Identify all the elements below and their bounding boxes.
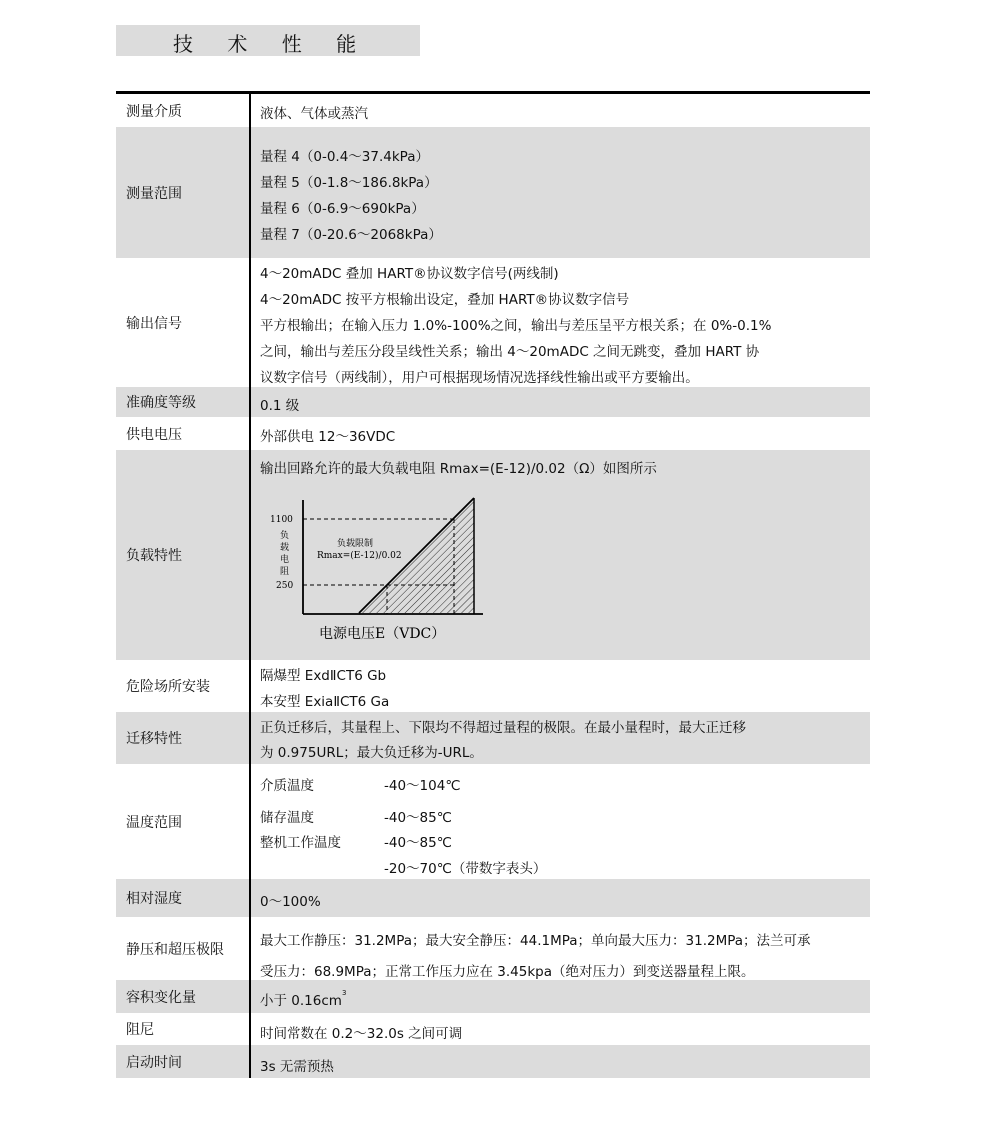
row-range	[116, 127, 870, 258]
output-line: 之间，输出与差压分段呈线性关系；输出 4～20mADC 之间无跳变，叠加 HART 协	[260, 344, 760, 360]
row-label: 测量介质	[126, 103, 182, 120]
row-static	[116, 917, 870, 980]
output-line: 4～20mADC 叠加 HART®协议数字信号(两线制)	[260, 266, 559, 282]
row-accuracy	[116, 387, 870, 417]
row-label: 温度范围	[126, 814, 182, 831]
row-label: 容积变化量	[126, 989, 196, 1006]
output-line: 议数字信号（两线制），用户可根据现场情况选择线性输出或平方要输出。	[260, 370, 699, 386]
section-title: 技 术 性 能	[173, 32, 371, 56]
row-output	[116, 258, 870, 387]
temp-name: 储存温度	[260, 810, 314, 826]
row-label: 输出信号	[126, 315, 182, 332]
temp-value: -40～85℃	[384, 810, 452, 826]
row-value: 外部供电 12～36VDC	[260, 429, 396, 445]
row-value: 输出回路允许的最大负载电阻 Rmax=(E-12)/0.02（Ω）如图所示	[260, 461, 657, 477]
y-axis-char: 阻	[280, 567, 290, 577]
row-label: 危险场所安装	[126, 679, 210, 695]
row-label: 启动时间	[126, 1054, 182, 1071]
row-damping	[116, 1013, 870, 1045]
row-supply	[116, 417, 870, 450]
row-value: 3s 无需预热	[260, 1059, 334, 1075]
migration-line: 正负迁移后，其量程上、下限均不得超过量程的极限。在最小量程时，最大正迁移	[260, 720, 746, 736]
row-humidity	[116, 879, 870, 917]
range-line: 量程 7（0-20.6～2068kPa）	[260, 227, 442, 243]
temp-name: 整机工作温度	[260, 835, 341, 851]
temp-value: -40～85℃	[384, 835, 452, 851]
static-line: 受压力：68.9MPa；正常工作压力应在 3.45kpa（绝对压力）到变送器量程上限。	[260, 964, 755, 980]
row-value: 0～100%	[260, 894, 321, 910]
row-volume	[116, 980, 870, 1013]
table-column-divider	[249, 94, 251, 1078]
row-medium	[116, 94, 870, 127]
row-hazard	[116, 660, 870, 712]
migration-line: 为 0.975URL；最大负迁移为-URL。	[260, 745, 483, 761]
output-line: 4～20mADC 按平方根输出设定，叠加 HART®协议数字信号	[260, 292, 630, 308]
temp-value: -40～104℃	[384, 778, 461, 794]
row-label: 供电电压	[126, 426, 182, 443]
range-line: 量程 4（0-0.4～37.4kPa）	[260, 149, 429, 165]
row-value: 0.1 级	[260, 398, 300, 414]
row-label: 迁移特性	[126, 731, 182, 747]
y-axis-char: 电	[280, 555, 290, 565]
region-formula: Rmax=(E-12)/0.02	[317, 551, 402, 561]
x-axis-label: 电源电压E（VDC）	[319, 626, 446, 642]
volume-text: 小于 0.16cm	[260, 993, 342, 1009]
volume-unit-exponent: 3	[341, 989, 347, 997]
row-label: 准确度等级	[126, 395, 196, 411]
y-axis-char: 负	[280, 531, 290, 541]
row-startup	[116, 1045, 870, 1078]
row-label: 负载特性	[126, 548, 182, 564]
region-label: 负载限制	[337, 539, 374, 549]
row-label: 测量范围	[126, 185, 182, 202]
temp-name: 介质温度	[260, 778, 314, 794]
row-value	[260, 989, 346, 1009]
range-line: 量程 5（0-1.8～186.8kPa）	[260, 175, 438, 191]
output-line: 平方根输出；在输入压力 1.0%-100%之间，输出与差压呈平方根关系；在 0%-0.1%	[260, 318, 772, 334]
row-label: 相对湿度	[126, 891, 182, 907]
temp-extra: -20～70℃（带数字表头）	[384, 861, 547, 877]
row-value: 液体、气体或蒸汽	[260, 106, 368, 122]
y-tick-low: 250	[276, 581, 294, 591]
row-temperature	[116, 764, 870, 879]
y-axis-char: 载	[280, 543, 290, 553]
row-label: 阻尼	[126, 1022, 154, 1038]
y-tick-high: 1100	[270, 515, 293, 525]
hazard-line: 本安型 ExiaⅡCT6 Ga	[260, 694, 390, 710]
row-label: 静压和超压极限	[126, 941, 224, 958]
static-line: 最大工作静压：31.2MPa；最大安全静压：44.1MPa；单向最大压力：31.2MPa；法兰可承	[260, 933, 811, 949]
range-line: 量程 6（0-6.9～690kPa）	[260, 201, 425, 217]
row-load	[116, 450, 870, 660]
load-chart	[266, 490, 496, 650]
hazard-line: 隔爆型 ExdⅡCT6 Gb	[260, 668, 387, 684]
row-value: 时间常数在 0.2～32.0s 之间可调	[260, 1026, 463, 1042]
row-migration	[116, 712, 870, 764]
